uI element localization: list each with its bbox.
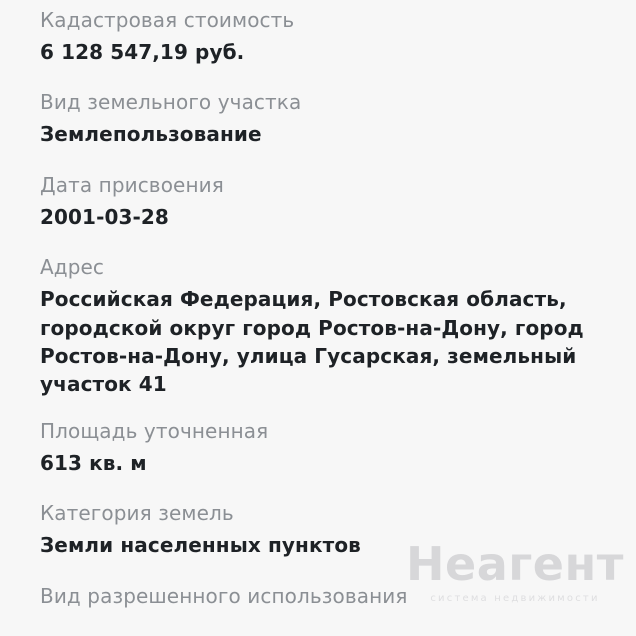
spacer	[40, 560, 596, 582]
field-label: Вид разрешенного использования	[40, 583, 408, 608]
field-data-prisvoeniya	[40, 171, 596, 231]
spacer	[40, 66, 596, 88]
field-kadastrovaya-stoimost	[40, 6, 596, 66]
watermark-subtitle: система недвижимости	[430, 593, 600, 604]
watermark-title: Неагент	[406, 537, 624, 591]
field-value: Землепользование	[40, 122, 262, 147]
spacer	[40, 477, 596, 499]
field-vid-razreshennogo-ispolzovaniya	[40, 582, 596, 611]
field-label: Дата присвоения	[40, 172, 224, 197]
spacer	[40, 399, 596, 417]
spacer	[40, 231, 596, 253]
field-label: Вид земельного участка	[40, 90, 302, 115]
field-ploshchad-utochnennaya	[40, 417, 596, 477]
field-kategoriya-zemel	[40, 499, 596, 559]
field-label: Площадь уточненная	[40, 418, 269, 443]
field-adres	[40, 253, 596, 399]
field-value: 613 кв. м	[40, 450, 147, 475]
field-value: 6 128 547,19 руб.	[40, 40, 245, 64]
field-value: Российская Федерация, Ростовская область, городской округ город Ростов-на-Дону, город Ростов-на-Дону, улица Гусарская, земельный участок 41	[40, 287, 584, 397]
field-label: Адрес	[40, 255, 105, 280]
field-value: Земли населенных пунктов	[40, 533, 361, 558]
spacer	[40, 149, 596, 171]
field-vid-zemelnogo-uchastka	[40, 88, 596, 148]
field-label: Категория земель	[40, 501, 234, 526]
field-value: 2001-03-28	[40, 204, 169, 229]
field-label: Кадастровая стоимость	[40, 8, 295, 32]
